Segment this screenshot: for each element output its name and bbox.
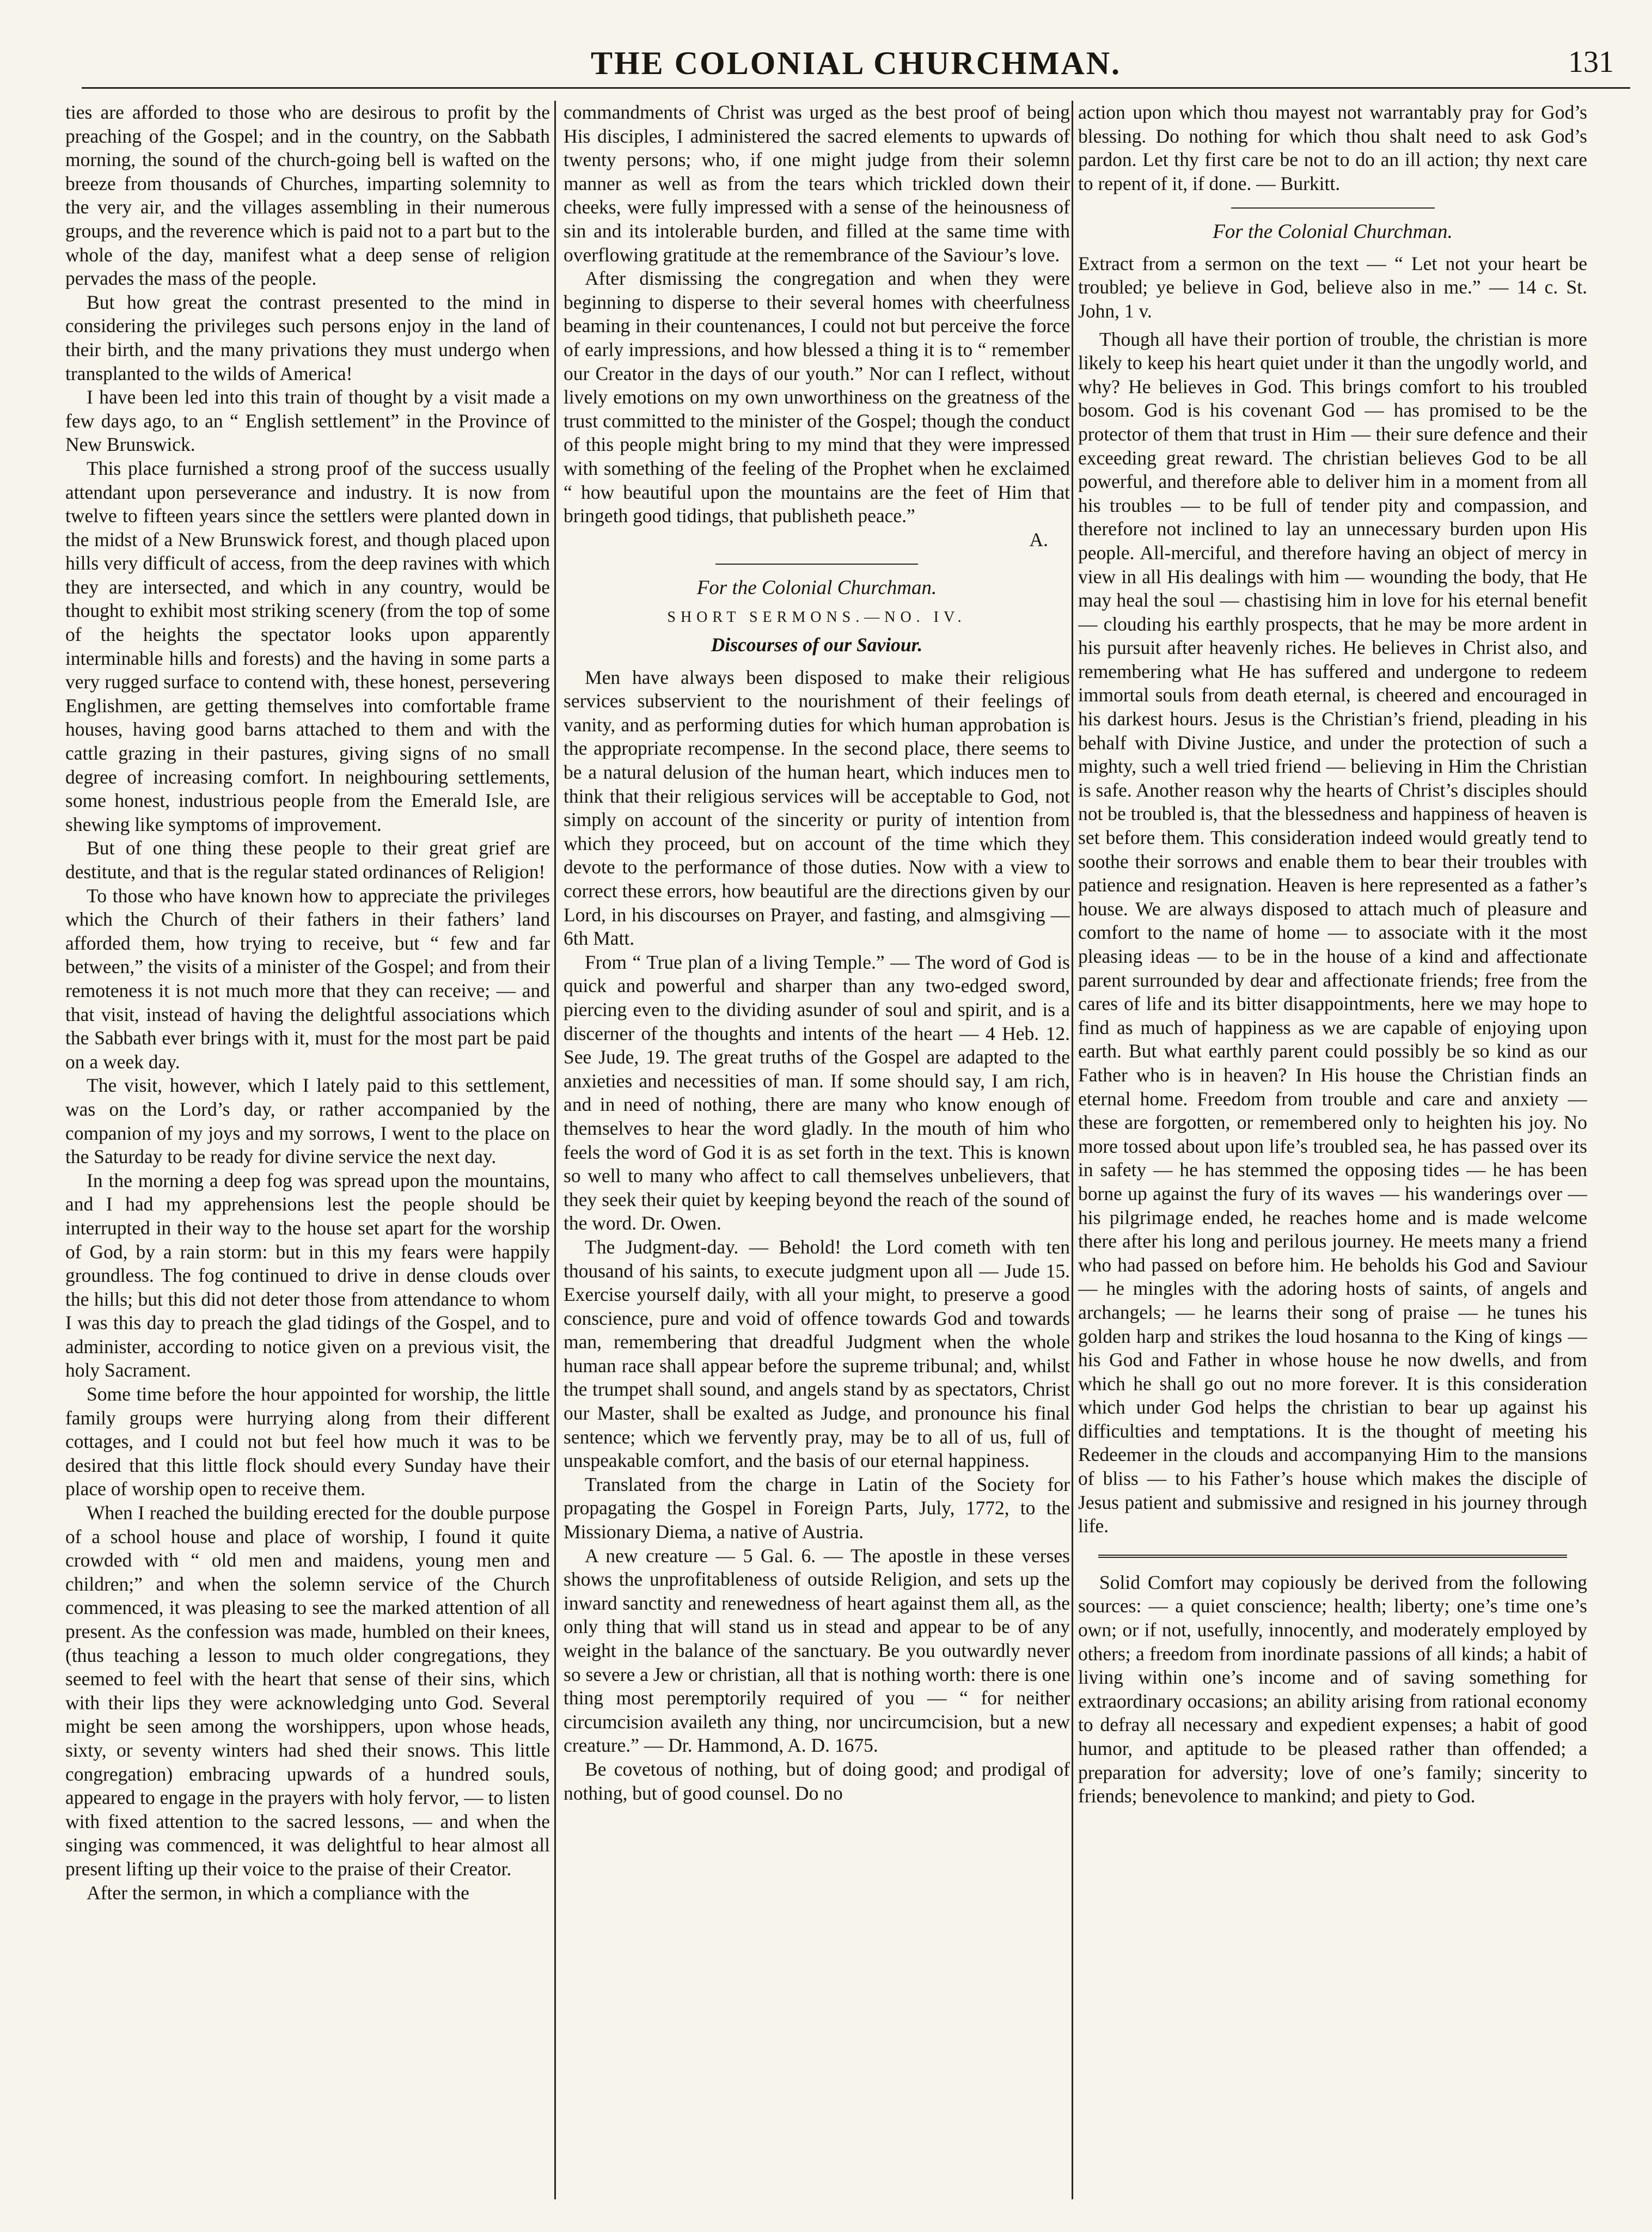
paragraph: action upon which thou mayest not warrantably pray for God’s blessing. Do nothing for which thou shalt need to ask God’s pardon. Let thy first care be not to do an ill action; thy next care to repent of it, if done. — Burkitt. bbox=[1078, 101, 1587, 194]
paragraph: This place furnished a strong proof of the success usually attendant upon perseverance and industry. It is now from twelve to fifteen years since the settlers were planted down in the midst of a New Brunswick forest, and though placed upon hills very difficult of access, from the deep ravines with which they are intersected, and which in any country, would be thought to exhibit most striking scenery (from the top of some of the heights the spectator looks upon apparently interminable hills and forests) and the having in some parts a very rugged surface to contend with, these honest, persevering Englishmen, are getting themselves into comfortable frame houses, having good barns attached to them and with the cattle grazing in their pastures, giving signs of no small degree of increasing comfort. In neighbouring settlements, some honest, industrious people from the Emerald Isle, are shewing like symptoms of improvement. bbox=[65, 457, 550, 835]
column-divider bbox=[1072, 101, 1073, 2199]
sermon-extract-heading: Extract from a sermon on the text — “ Let not your heart be troubled; ye believe in God, believe also in me.” — 14 c. St. John, 1 v. bbox=[1078, 252, 1587, 322]
paragraph: Translated from the charge in Latin of the Society for propagating the Gospel in Foreign Parts, July, 1772, to the Missionary Diema, a native of Austria. bbox=[564, 1473, 1070, 1543]
paragraph: The visit, however, which I lately paid to this settlement, was on the Lord’s day, or rather accompanied by the companion of my joys and my sorrows, I went to the place on the Saturday to be ready for divine service the next day. bbox=[65, 1074, 550, 1168]
paragraph: From “ True plan of a living Temple.” — The word of God is quick and powerful and sharper than any two-edged sword, piercing even to the dividing asunder of soul and spirit, and is a discerner of the thoughts and intents of the heart — 4 Heb. 12. See Jude, 19. The great truths of the Gospel are adapted to the anxieties and necessities of man. If some should say, I am rich, and in need of nothing, there are many who know enough of themselves to hear the word gladly. In the mouth of him who feels the word of God it is as set forth in the text. This is known so well to many who affect to call themselves unbelievers, that they seek their quiet by keeping beyond the reach of the sound of the word. Dr. Owen. bbox=[564, 951, 1070, 1234]
paragraph: Solid Comfort may copiously be derived from the following sources: — a quiet conscience; health; liberty; one’s time one’s own; or if not, usefully, innocently, and moderately employed by others; a freedom from inordinate passions of all kinds; a habit of living within one’s income and of saving something for extraordinary occasions; an ability arising from rational economy to defray all necessary and expedient expenses; a habit of good humor, and aptitude to be pleased rather than offended; a preparation for adversity; love of one’s family; sincerity to friends; benevolence to mankind; and piety to God. bbox=[1078, 1571, 1587, 1807]
section-separator bbox=[1231, 207, 1435, 209]
paragraph: ties are afforded to those who are desirous to profit by the preaching of the Gospel; and in the country, on the Sabbath morning, the sound of the church-going bell is wafted on the breeze from thousands of Churches, imparting solemnity to the very air, and the villages assembling in their numerous groups, and the reverence which is paid not to a part but to the whole of the day, manifest what a deep sense of religion pervades the mass of the people. bbox=[65, 101, 550, 290]
signature: A. bbox=[1029, 528, 1048, 551]
paragraph: commandments of Christ was urged as the best proof of being His disciples, I administered the sacred elements to upwards of twenty persons; who, if one might judge from their solemn manner as well as from the tears which trickled down their cheeks, were fully impressed with a sense of the heinousness of sin and its intolerable burden, and filled at the same time with overflowing gratitude at the remembrance of the Saviour’s love. bbox=[564, 101, 1070, 266]
section-heading: For the Colonial Churchman. bbox=[1213, 221, 1453, 243]
paragraph: In the morning a deep fog was spread upon the mountains, and I had my apprehensions lest the people should be interrupted in their way to the house set apart for the worship of God, by a rain storm: but in this my fears were happily groundless. The fog continued to drive in dense clouds over the hills; but this did not deter those from attendance to whom I was this day to preach the glad tidings of the Gospel, and to administer, according to notice given on a previous visit, the holy Sacrament. bbox=[65, 1169, 550, 1381]
article-subheading: Discourses of our Saviour. bbox=[711, 634, 923, 656]
section-separator bbox=[715, 564, 918, 565]
paragraph: But of one thing these people to their great grief are destitute, and that is the regular stated ordinances of Religion! bbox=[65, 837, 550, 883]
paragraph: After the sermon, in which a compliance with the bbox=[87, 1881, 469, 1904]
series-heading: SHORT SERMONS.—NO. IV. bbox=[667, 608, 966, 626]
section-heading: For the Colonial Churchman. bbox=[696, 577, 937, 600]
paragraph: Be covetous of nothing, but of doing good; and prodigal of nothing, but of good counsel. Do no bbox=[564, 1758, 1070, 1804]
paragraph: After dismissing the congregation and when they were beginning to disperse to their several homes with cheerfulness beaming in their countenances, I could not but perceive the force of early impressions, and how blessed a thing it is to “ remember our Creator in the days of our youth.” Nor can I reflect, without lively emotions on my own unworthiness on the greatness of the trust committed to the minister of the Gospel; though the conduct of this people might bring to my mind that they were impressed with something of the feeling of the Prophet when he exclaimed “ how beautiful upon the mountains are the feet of Him that bringeth good tidings, that publisheth peace.” bbox=[564, 267, 1070, 527]
double-rule bbox=[1098, 1555, 1567, 1558]
paragraph: I have been led into this train of thought by a visit made a few days ago, to an “ English settlement” in the Province of New Brunswick. bbox=[65, 386, 550, 456]
column-2 bbox=[564, 101, 1070, 2210]
column-1 bbox=[65, 101, 550, 2210]
paragraph: Some time before the hour appointed for worship, the little family groups were hurrying along from their different cottages, and I could not but feel how much it was to be desired that this little flock should every Sunday have their place of worship open to receive them. bbox=[65, 1383, 550, 1500]
page-number: 131 bbox=[1568, 45, 1614, 79]
paragraph: Men have always been disposed to make their religious services subservient to the nourishment of their feelings of vanity, and as performing duties for which human approbation is the appropriate recompense. In the second place, there seems to be a natural delusion of the human heart, which induces men to think that their religious services will be acceptable to God, not simply on account of the sincerity or purity of intention from which they proceed, but on account of the time which they devote to the performance of those duties. Now with a view to correct these errors, how beautiful are the directions given by our Lord, in his discourses on Prayer, and fasting, and almsgiving — 6th Matt. bbox=[564, 666, 1070, 950]
paragraph: When I reached the building erected for the double purpose of a school house and place of worship, I found it quite crowded with “ old men and maidens, young men and children;” and when the solemn service of the Church commenced, it was pleasing to see the marked attention of all present. As the confession was made, humbled on their knees, (thus teaching a lesson to much older congregations, they seemed to feel with the heart that sense of their sins, which with their lips they were acknowledging unto God. Several might be seen among the worshippers, upon whose heads, sixty, or seventy winters had shed their snows. This little congregation) embracing upwards of a hundred souls, appeared to engage in the prayers with holy fervor, — to listen with fixed attention to the sacred lessons, — and when the singing was commenced, it was delightful to hear almost all present lifting up their voice to the praise of their Creator. bbox=[65, 1502, 550, 1880]
paragraph: The Judgment-day. — Behold! the Lord cometh with ten thousand of his saints, to execute judgment upon all — Jude 15. Exercise yourself daily, with all your might, to preserve a good conscience, pure and void of offence towards God and towards man, remembering that dreadful Judgment when the whole human race shall appear before the supreme tribunal; and, whilst the trumpet shall sound, and angels stand by as spectators, Christ our Master, shall be exalted as Judge, and pronounce his final sentence; which we fervently pray, may be to all of us, full of unspeakable comfort, and the basis of our eternal happiness. bbox=[564, 1236, 1070, 1472]
column-divider bbox=[554, 101, 556, 2199]
column-3 bbox=[1078, 101, 1587, 2210]
paragraph: To those who have known how to appreciate the privileges which the Church of their fathers in their fathers’ land afforded them, how trying to receive, but “ few and far between,” the visits of a minister of the Gospel; and from their remoteness it is not much more that they can receive; — and that visit, instead of having the delightful associations which the Sabbath ever brings with it, must for the most part be paid on a week day. bbox=[65, 884, 550, 1073]
masthead bbox=[82, 33, 1630, 89]
newspaper-title: THE COLONIAL CHURCHMAN. bbox=[590, 45, 1122, 81]
paragraph: A new creature — 5 Gal. 6. — The apostle in these verses shows the unprofitableness of outside Religion, and sets up the inward sanctity and renewedness of heart against them all, as the only thing that will stand us in stead and appear to be of any weight in the balance of the sanctuary. Be you outwardly never so severe a Jew or christian, all that is nothing worth: there is one thing most peremptorily required of you — “ for neither circumcision availeth any thing, nor uncircumcision, but a new creature.” — Dr. Hammond, A. D. 1675. bbox=[564, 1544, 1070, 1757]
paragraph: But how great the contrast presented to the mind in considering the privileges such persons enjoy in the land of their birth, and the many privations they must undergo when transplanted to the wilds of America! bbox=[65, 291, 550, 384]
paragraph: Though all have their portion of trouble, the christian is more likely to keep his heart quiet under it than the ungodly world, and why? He believes in God. This brings comfort to his troubled bosom. God is his covenant God — has promised to be the protector of them that trust in Him — their sure defence and their exceeding great reward. The christian believes God to be all powerful, and therefore able to deliver him in a moment from all his troubles — to be full of tender pity and compassion, and therefore not inclined to lay an unnecessary burden upon His people. All-merciful, and therefore having an object of mercy in view in all His dealings with him — wounding the body, that He may heal the soul — chastising him in love for his eternal benefit — clouding his earthly prospects, that he may be more ardent in his pursuit after heavenly riches. He believes in Christ also, and remembering what He has suffered and undergone to redeem immortal souls from death eternal, is cheered and encouraged in his darkest hours. Jesus is the Christian’s friend, pleading in his behalf with Divine Justice, and under the protection of such a mighty, such a well tried friend — believing in Him the Christian is safe. Another reason why the hearts of Christ’s disciples should not be troubled is, that the blessedness and happiness of heaven is set before them. This consideration indeed would greatly tend to soothe their sorrows and enable them to bear their troubles with patience and resignation. Heaven is here represented as a father’s house. We are always disposed to attach much of pleasure and comfort to the name of home — to associate with it the most pleasing ideas — to be in the house of a kind and affectionate parent surrounded by dear and affectionate friends; free from the cares of life and its bitter disappointments, here we may hope to find as much of happiness as we are capable of enjoying upon earth. But what earthly parent could possibly be so kind as our Father who is in heaven? In His house the Christian finds an eternal home. Freedom from trouble and care and anxiety — these are forgotten, or remembered only to heighten his joy. No more tossed about upon life’s troubled sea, he has passed over its in safety — he has stemmed the opposing tides — he has been borne up against the fury of its waves — his wanderings over — his pilgrimage ended, he reaches home and is made welcome there after his long and perilous journey. He meets many a friend who had passed on before him. He beholds his God and Saviour — he mingles with the adoring hosts of saints, of angels and archangels; — he learns their song of praise — he tunes his golden harp and strikes the loud hosanna to the King of kings — his God and Father in whose house he now dwells, and from which he shall go out no more forever. It is this consideration which under God helps the christian to bear up against his difficulties and temptations. It is the thought of meeting his Redeemer in the clouds and accompanying Him to the mansions of bliss — to his Father’s house which makes the disciple of Jesus patient and submissive and resigned in his journey through life. bbox=[1078, 328, 1587, 1537]
